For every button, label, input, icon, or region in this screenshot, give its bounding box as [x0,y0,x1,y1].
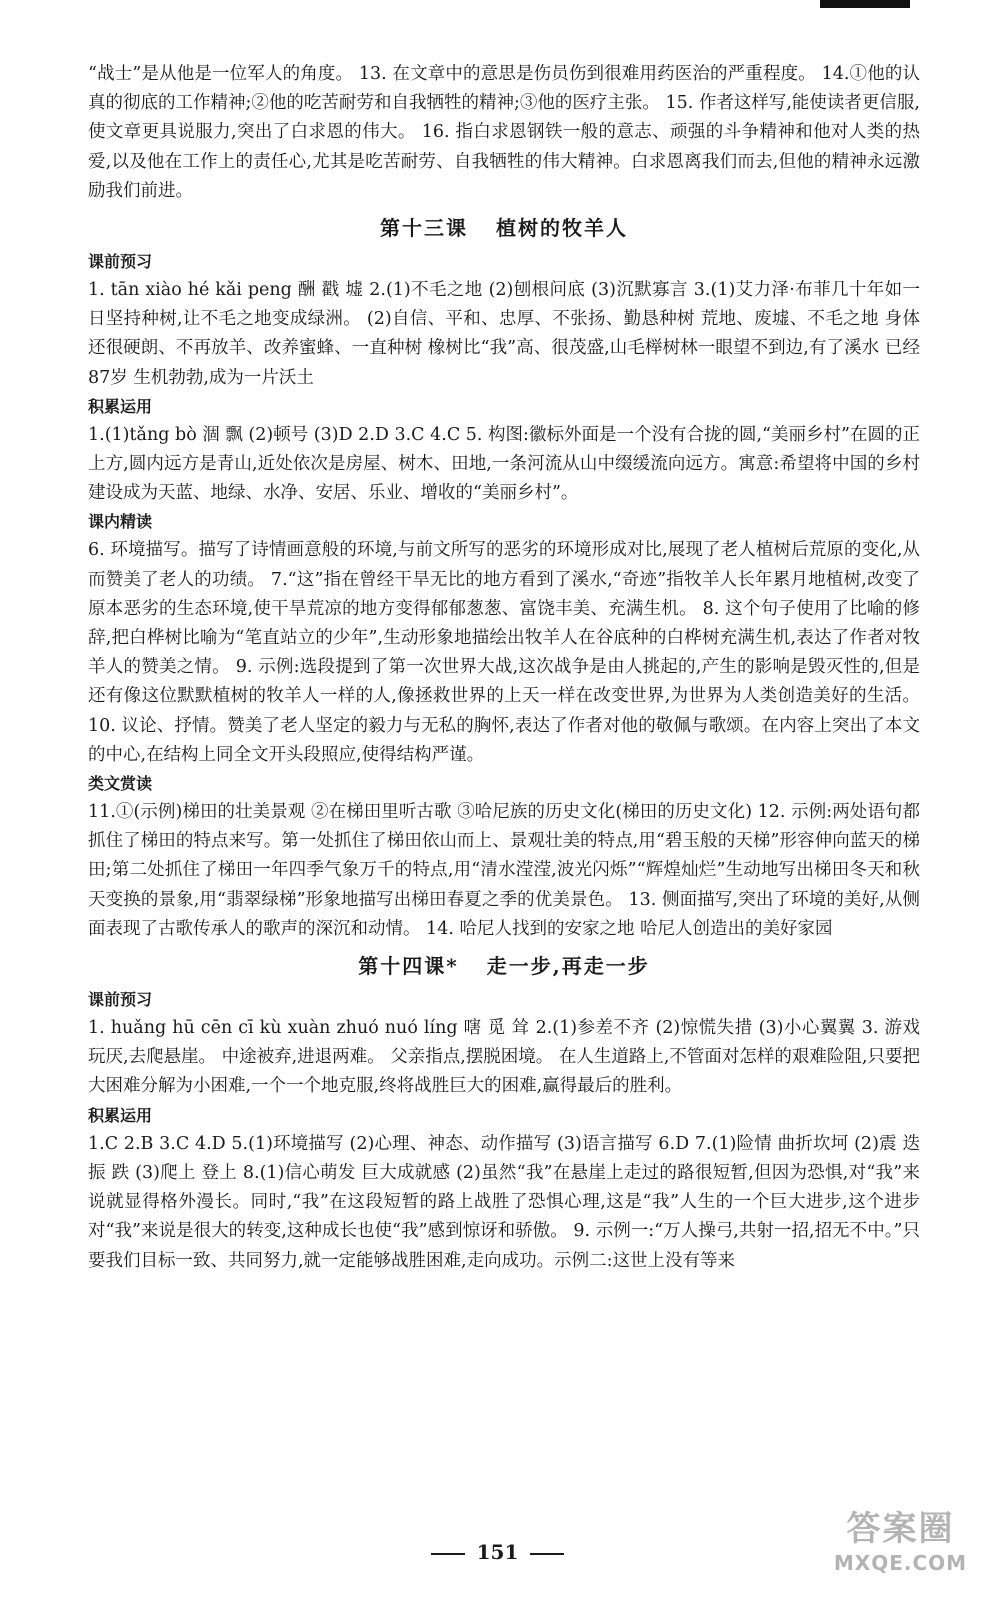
lesson13-section-practice-text: 1.(1)tǎng bò 涸 飘 (2)顿号 (3)D 2.D 3.C 4.C 5. 构图:徽标外面是一个没有合拢的圆,“美丽乡村”在圆的正上方,圆内远方是青山,近处依次是房屋、树木、田地,一条河流从山中缀缓流向远方。寓意:希望将中国的乡村建设成为天蓝、地绿、水净、安居、乐业、增收的“美丽乡村”。 [88,424,920,504]
top-edge-bar [820,0,910,8]
page-number-dash-left [431,1553,465,1555]
lesson14-section-preview-text: 1. huǎng hū cēn cī kù xuàn zhuó nuó líng 嗐 觅 耸 2.(1)参差不齐 (2)惊慌失措 (3)小心翼翼 3. 游戏玩厌,去爬悬崖。 中途被弃,进退两难。 父亲指点,摆脱困境。 在人生道路上,不管面对怎样的艰难险阻,只要把大困难分解为小困难,一个一个地克服,终将战胜巨大的困难,赢得最后的胜利。 [88,1018,920,1097]
lesson14-title-name: 走一步,再走一步 [486,954,650,979]
watermark-logo-top: 答案圈 [846,1509,955,1549]
lesson13-section-similar-reading-text: 11.①(示例)梯田的壮美景观 ②在梯田里听古歌 ③哈尼族的历史文化(梯田的历史文化) 12. 示例:两处语句都抓住了梯田的特点来写。第一处抓住了梯田依山而上、景观壮美的特点,用“碧玉般的天梯”形容伸向蓝天的梯田;第二处抓住了梯田一年四季气象万千的特点,用“清水滢滢,波光闪烁”“辉煌灿烂”生动地写出梯田冬天和秋天变换的景象,用“翡翠绿梯”形象地描写出梯田春夏之季的优美景色。 13. 侧面描写,突出了环境的美好,从侧面表现了古歌传承人的歌声的深沉和动情。 14. 哈尼人找到的安家之地 哈尼人创造出的美好家园 [88,802,920,939]
lesson13-section-preview-text: 1. tān xiào hé kǎi peng 酬 戳 墟 2.(1)不毛之地 (2)刨根问底 (3)沉默寡言 3.(1)艾力泽·布菲几十年如一日坚持种树,让不毛之地变成绿洲。 (2)自信、平和、忠厚、不张扬、勤恳种树 荒地、废墟、不毛之地 身体还很硬朗、不再放羊、改养蜜蜂、一直种树 橡树比“我”高、很茂盛,山毛榉树林一眼望不到边,有了溪水 已经87岁 生机勃勃,成为一片沃土 [88,280,920,388]
lesson14-title-number: 第十四课* [358,954,459,979]
lesson14-title [88,946,920,986]
lesson13-title-number: 第十三课 [380,216,468,241]
page-number-value: 151 [476,1540,519,1564]
lesson13-title-name: 植树的牧羊人 [496,216,628,241]
lesson13-section-close-reading-text: 6. 环境描写。描写了诗情画意般的环境,与前文所写的恶劣的环境形成对比,展现了老人植树后荒原的变化,从而赞美了老人的功绩。 7.“这”指在曾经干旱无比的地方看到了溪水,“奇迹”指牧羊人长年累月地植树,改变了原本恶劣的生态环境,使干旱荒凉的地方变得郁郁葱葱、富饶丰美、充满生机。 8. 这个句子使用了比喻的修辞,把白桦树比喻为“笔直站立的少年”,生动形象地描绘出牧羊人在谷底种的白桦树充满生机,表达了作者对牧羊人的赞美之情。 9. 示例:选段提到了第一次世界大战,这次战争是由人挑起的,产生的影响是毁灭性的,但是还有像这位默默植树的牧羊人一样的人,像拯救世界的上天一样在改变世界,为世界为人类创造美好的生活。 10. 议论、抒情。赞美了老人坚定的毅力与无私的胸怀,表达了作者对他的敬佩与歌颂。在内容上突出了本文的中心,在结构上同全文开头段照应,使得结构严谨。 [88,540,920,765]
watermark-logo-bottom: MXQE.COM [833,1551,968,1575]
lesson14-section-practice-label: 积累运用 [88,1105,153,1125]
lesson13-section-practice-label: 积累运用 [88,396,153,416]
lesson13-section-close-reading-label: 课内精读 [88,512,153,532]
page-number-dash-right [530,1553,564,1555]
lesson13-title [88,208,920,248]
lesson14-section-practice-text: 1.C 2.B 3.C 4.D 5.(1)环境描写 (2)心理、神态、动作描写 (3)语言描写 6.D 7.(1)险情 曲折坎坷 (2)震 迭 振 跌 (3)爬上 登上 8.(1)信心萌发 巨大成就感 (2)虽然“我”在悬崖上走过的路很短暂,但因为恐惧,对“我”来说就显得格外漫长。同时,“我”在这段短暂的路上战胜了恐惧心理,这是“我”人生的一个巨大进步,这个进步对“我”来说是很大的转变,这种成长也使“我”感到惊讶和骄傲。 9. 示例一:“万人操弓,共射一招,招无不中。”只要我们目标一致、共同努力,就一定能够战胜困难,走向成功。示例二:这世上没有等来 [88,1133,920,1271]
lesson14-section-preview-label: 课前预习 [88,990,153,1010]
intro-paragraph: “战士”是从他是一位军人的角度。 13. 在文章中的意思是伤员伤到很难用药医治的严重程度。 14.①他的认真的彻底的工作精神;②他的吃苦耐劳和自我牺牲的精神;③他的医疗主张。 15. 作者这样写,能使读者更信服,使文章更具说服力,突出了白求恩的伟大。 16. 指白求恩钢铁一般的意志、顽强的斗争精神和他对人类的热爱,以及他在工作上的责任心,尤其是吃苦耐劳、自我牺牲的伟大精神。白求恩离我们而去,但他的精神永远激励我们前进。 [88,64,920,201]
lesson13-section-preview-label: 课前预习 [88,252,153,272]
answer-content [88,60,920,1276]
watermark-logo [828,1508,973,1588]
lesson13-section-similar-reading-label: 类文赏读 [88,774,153,794]
